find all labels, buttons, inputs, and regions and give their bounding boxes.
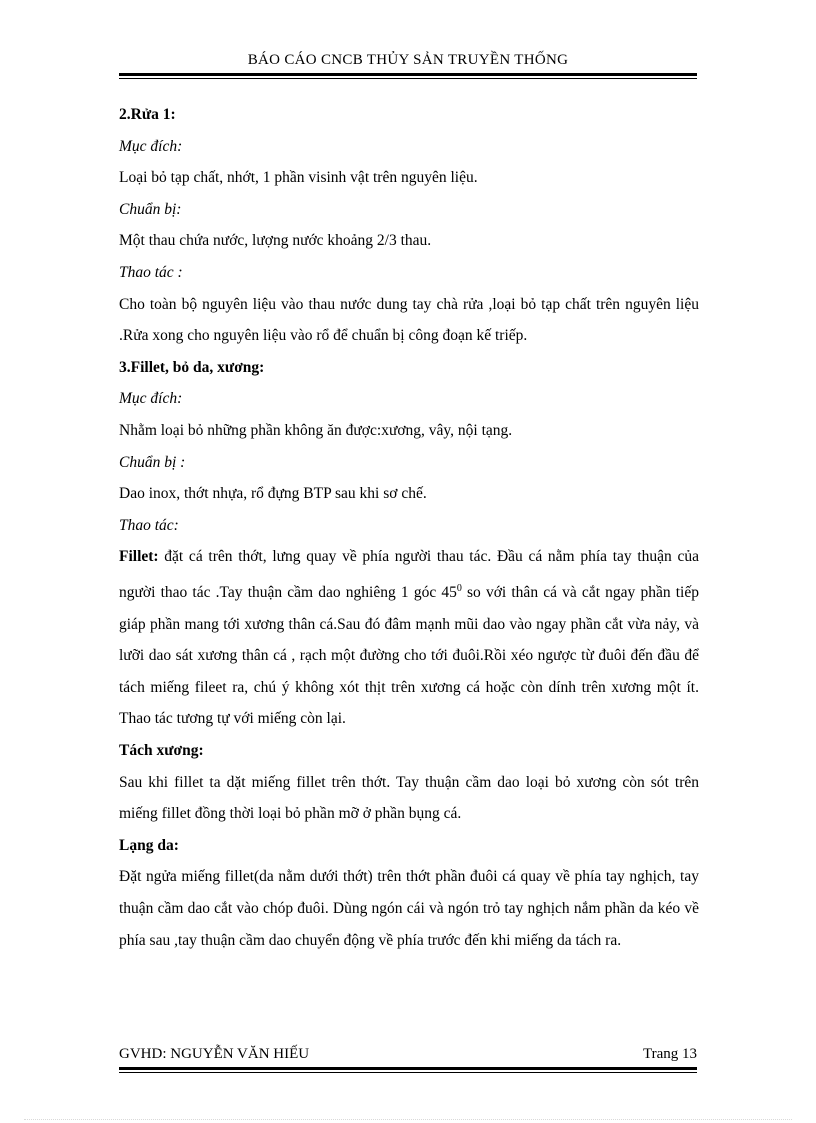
degree-superscript: 0 [456,582,462,594]
section-3-purpose-label: Mục đích: [119,390,183,408]
section-2-purpose-text: Loại bỏ tạp chất, nhớt, 1 phần visinh vật trên nguyên liệu. [119,169,478,187]
fillet-text-b: so với thân cá và cắt ngay phần tiếp giáp phần mang tới xương thân cá.Sau đó đâm mạnh mũi dao vào ngay phần cắt vừa nảy, và lưỡi dao sát xương thân cá , rạch một đường cho tới đuôi.Rồi xéo ngược từ đuôi đến đầu để tách miếng fileet ra, chú ý không xót thịt trên xương cá hoặc còn dính trên xương một ít. Thao tác tương tự với miếng còn lại. [119,584,699,728]
page-header-title: BÁO CÁO CNCB THỦY SẢN TRUYỀN THỐNG [247,52,569,68]
footer-rule-thin [119,1072,697,1073]
section-3-prep-text: Dao inox, thớt nhựa, rổ đựng BTP sau khi sơ chế. [119,485,427,503]
section-2-operation-text: Cho toàn bộ nguyên liệu vào thau nước dung tay chà rửa ,loại bỏ tạp chất trên nguyên liệu .Rửa xong cho nguyên liệu vào rổ để chuẩn bị công đoạn kế triếp. [119,295,699,345]
section-2-purpose-label: Mục đích: [119,137,183,155]
fillet-paragraph [119,541,699,735]
footer-advisor: GVHD: NGUYỄN VĂN HIẾU [119,1046,310,1062]
section-2-heading: 2.Rửa 1: [119,106,176,123]
footer-page-number: Trang 13 [642,1046,697,1062]
fillet-text-a: đặt cá trên thớt, lưng quay về phía người thau tác. Đầu cá nằm phía tay thuận của người thao tác .Tay thuận cầm dao nghiêng 1 góc 45 [119,548,699,602]
document-body [119,99,699,956]
section-3-prep-label: Chuẩn bị : [119,453,186,471]
section-2-operation-label: Thao tác : [119,263,183,281]
header-rule-thin [119,78,697,79]
bone-removal-heading: Tách xương: [119,742,204,760]
section-2-prep-label: Chuẩn bị: [119,200,182,218]
section-3-purpose-text: Nhằm loại bỏ những phần không ăn được:xương, vây, nội tạng. [119,421,513,439]
fillet-label: Fillet: [119,548,159,566]
footer-rule-thick [119,1067,697,1070]
skinning-text: Đặt ngửa miếng fillet(da nằm dưới thớt) trên thớt phần đuôi cá quay về phía tay nghịch, tay thuận cầm dao cắt vào chóp đuôi. Dùng ngón cái và ngón trỏ tay nghịch nắm phần da kéo về phía sau ,tay thuận cầm dao chuyển động về phía trước đến khi miếng da tách ra. [119,868,699,949]
page-bottom-edge [24,1119,792,1120]
section-3-operation-label: Thao tác: [119,516,179,534]
skinning-heading: Lạng da: [119,836,179,854]
header-rule-thick [119,73,697,76]
section-3-heading: 3.Fillet, bỏ da, xương: [119,358,265,376]
section-2-prep-text: Một thau chứa nước, lượng nước khoảng 2/3 thau. [119,232,432,250]
bone-removal-text: Sau khi fillet ta dặt miếng fillet trên thớt. Tay thuận cầm dao loại bỏ xương còn sót trên miếng fillet đồng thời loại bỏ phần mỡ ở phần bụng cá. [119,773,699,823]
